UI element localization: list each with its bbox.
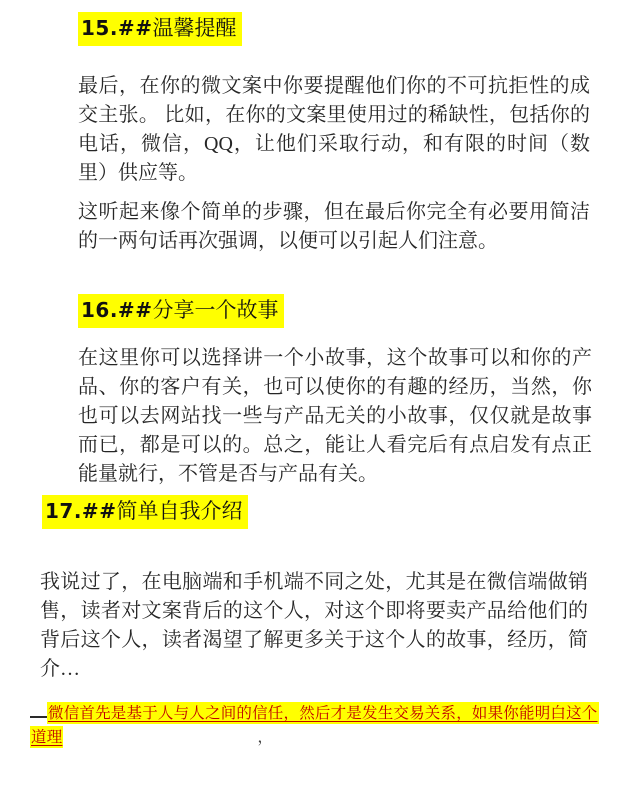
- heading-highlight: [78, 294, 284, 328]
- quote-line-2: 道理: [30, 726, 63, 748]
- underlined-space: [30, 705, 47, 718]
- heading-number: 15.##: [81, 16, 153, 40]
- section-heading-17: [42, 495, 629, 529]
- trailing-comma: ，: [257, 729, 274, 746]
- section-heading-15: [78, 12, 629, 46]
- paragraph-reminder-1: 最后，在你的微文案中你要提醒他们你的不可抗拒性的成交主张。 比如，在你的文案里使用过的稀缺性，包括你的电话，微信，QQ，让他们采取行动，和有限的时间（数里）供应等。: [78, 75, 590, 184]
- paragraph-story: 在这里你可以选择讲一个小故事，这个故事可以和你的产品、你的客户有关，也可以使你的有趣的经历，当然，你也可以去网站找一些与产品无关的小故事，仅仅就是故事而已，都是可以的。总之，能让人看完后有点启发有点正能量就行，不管是否与产品有关。: [78, 347, 592, 485]
- heading-highlight: [42, 495, 248, 529]
- section-heading-16: [78, 294, 629, 328]
- quote-line-1: 微信首先是基于人与人之间的信任，然后才是发生交易关系，如果你能明白这个: [47, 702, 599, 724]
- heading-number: 17.##: [45, 499, 117, 523]
- heading-title: 分享一个故事: [152, 298, 279, 322]
- paragraph-reminder-2: 这听起来像个简单的步骤，但在最后你完全有必要用简洁的一两句话再次强调，以便可以引起人们注意。: [78, 201, 590, 252]
- highlighted-quote: [30, 702, 629, 750]
- heading-title: 简单自我介绍: [116, 499, 243, 523]
- heading-number: 16.##: [81, 298, 153, 322]
- heading-highlight: [78, 12, 242, 46]
- paragraph-self-intro: 我说过了，在电脑端和手机端不同之处，尤其是在微信端做销售，读者对文案背后的这个人，对这个即将要卖产品给他们的背后这个人，读者渴望了解更多关于这个人的故事，经历，简介…: [40, 571, 588, 680]
- heading-title: 温馨提醒: [152, 16, 237, 40]
